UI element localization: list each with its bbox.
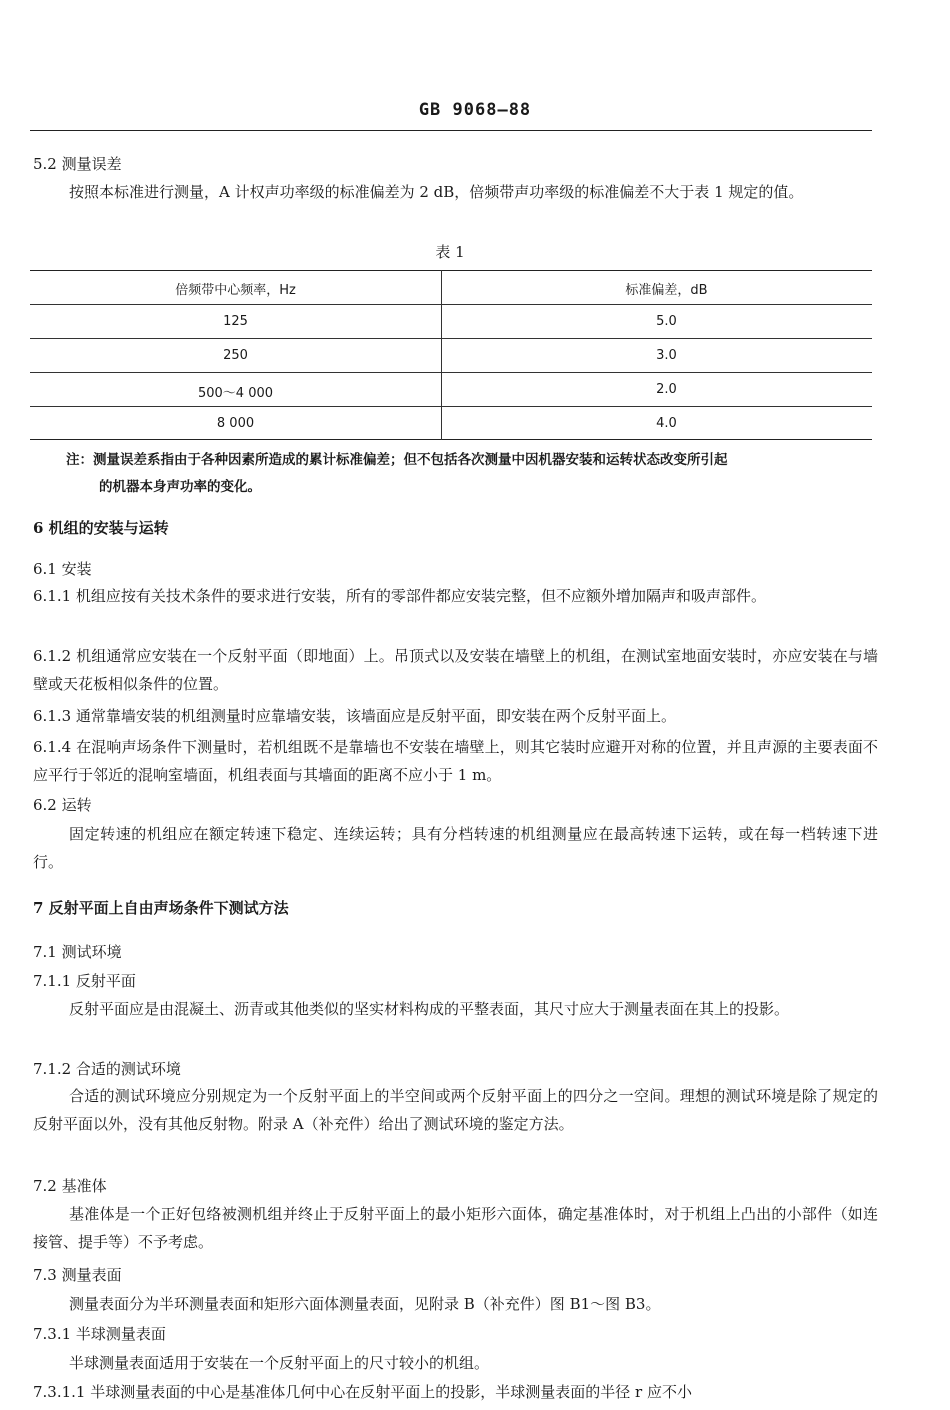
table-cell: 125 (223, 314, 248, 329)
section-6-2-title: 6.2 运转 (33, 796, 92, 814)
section-7-1-1-title: 7.1.1 反射平面 (33, 972, 136, 990)
section-6-2-body: 固定转速的机组应在额定转速下稳定、连续运转；具有分档转速的机组测量应在最高转速下运转，或在每一档转速下进行。 (33, 825, 878, 871)
section-6-1-3: 6.1.3 通常靠墙安装的机组测量时应靠墙安装，该墙面应是反射平面，即安装在两个反射平面上。 (33, 707, 676, 725)
section-7-3-title: 7.3 测量表面 (33, 1266, 122, 1284)
table-bottom-rule (30, 439, 872, 440)
section-6-1-1: 6.1.1 机组应按有关技术条件的要求进行安装，所有的零部件都应安装完整，但不应额外增加隔声和吸声部件。 (33, 587, 766, 605)
table-top-rule (30, 270, 872, 271)
table-row-rule (30, 372, 872, 373)
table-header-rule (30, 304, 872, 305)
table-cell: 8 000 (216, 416, 255, 431)
section-7-1-1-body: 反射平面应是由混凝土、沥青或其他类似的坚实材料构成的平整表面，其尺寸应大于测量表面在其上的投影。 (69, 1000, 790, 1018)
section-7-1-2-body: 合适的测试环境应分别规定为一个反射平面上的半空间或两个反射平面上的四分之一空间。理想的测试环境是除了规定的反射平面以外，没有其他反射物。附录 A（补充件）给出了测试环境的鉴定方法。 (33, 1087, 878, 1133)
section-7-2-body: 基准体是一个正好包络被测机组并终止于反射平面上的最小矩形六面体，确定基准体时，对于机组上凸出的小部件（如连接管、提手等）不予考虑。 (33, 1205, 878, 1251)
section-7-3-1-title: 7.3.1 半球测量表面 (33, 1325, 166, 1343)
header-rule (30, 130, 872, 131)
page-header: GB 9068—88 (418, 100, 532, 120)
section-7-3-1-body: 半球测量表面适用于安装在一个反射平面上的尺寸较小的机组。 (69, 1354, 490, 1372)
table-caption: 表 1 (435, 243, 465, 261)
table-row-rule (30, 338, 872, 339)
table-cell: 250 (223, 348, 248, 363)
section-5-2-body: 按照本标准进行测量，A 计权声功率级的标准偏差为 2 dB，倍频带声功率级的标准偏差不大于表 1 规定的值。 (69, 183, 804, 201)
table-header-frequency: 倍频带中心频率，Hz (175, 283, 296, 298)
section-6-title: 6 机组的安装与运转 (33, 519, 169, 537)
table-cell: 2.0 (656, 382, 677, 397)
section-7-3-1-1: 7.3.1.1 半球测量表面的中心是基准体几何中心在反射平面上的投影，半球测量表面的半径 r 应不小 (33, 1383, 692, 1401)
section-6-1-2: 6.1.2 机组通常应安装在一个反射平面（即地面）上。吊顶式以及安装在墙壁上的机组，在测试室地面安装时，亦应安装在与墙壁或天花板相似条件的位置。 (33, 647, 878, 693)
table-row-rule (30, 406, 872, 407)
table-cell: 5.0 (656, 314, 677, 329)
table-note-line-1: 注：测量误差系指由于各种因素所造成的累计标准偏差；但不包括各次测量中因机器安装和运转状态改变所引起 (66, 452, 728, 468)
table-header-deviation: 标准偏差，dB (625, 283, 708, 298)
table-cell: 500～4 000 (197, 386, 274, 401)
section-7-1-title: 7.1 测试环境 (33, 943, 122, 961)
section-7-1-2-title: 7.1.2 合适的测试环境 (33, 1060, 181, 1078)
table-cell: 3.0 (656, 348, 677, 363)
section-6-1-4: 6.1.4 在混响声场条件下测量时，若机组既不是靠墙也不安装在墙壁上，则其它装时应避开对称的位置，并且声源的主要表面不应平行于邻近的混响室墙面，机组表面与其墙面的距离不应小于 1 m。 (33, 738, 878, 784)
table-column-divider (441, 270, 442, 440)
deviation-table (30, 270, 872, 440)
table-note-line-2: 的机器本身声功率的变化。 (99, 479, 261, 495)
section-6-1-title: 6.1 安装 (33, 560, 92, 578)
table-note (66, 447, 878, 501)
table-cell: 4.0 (656, 416, 677, 431)
section-7-title: 7 反射平面上自由声场条件下测试方法 (33, 899, 289, 917)
section-5-2-title: 5.2 测量误差 (33, 155, 122, 173)
section-7-3-body: 测量表面分为半环测量表面和矩形六面体测量表面，见附录 B（补充件）图 B1～图 B3。 (69, 1295, 661, 1313)
section-7-2-title: 7.2 基准体 (33, 1177, 107, 1195)
